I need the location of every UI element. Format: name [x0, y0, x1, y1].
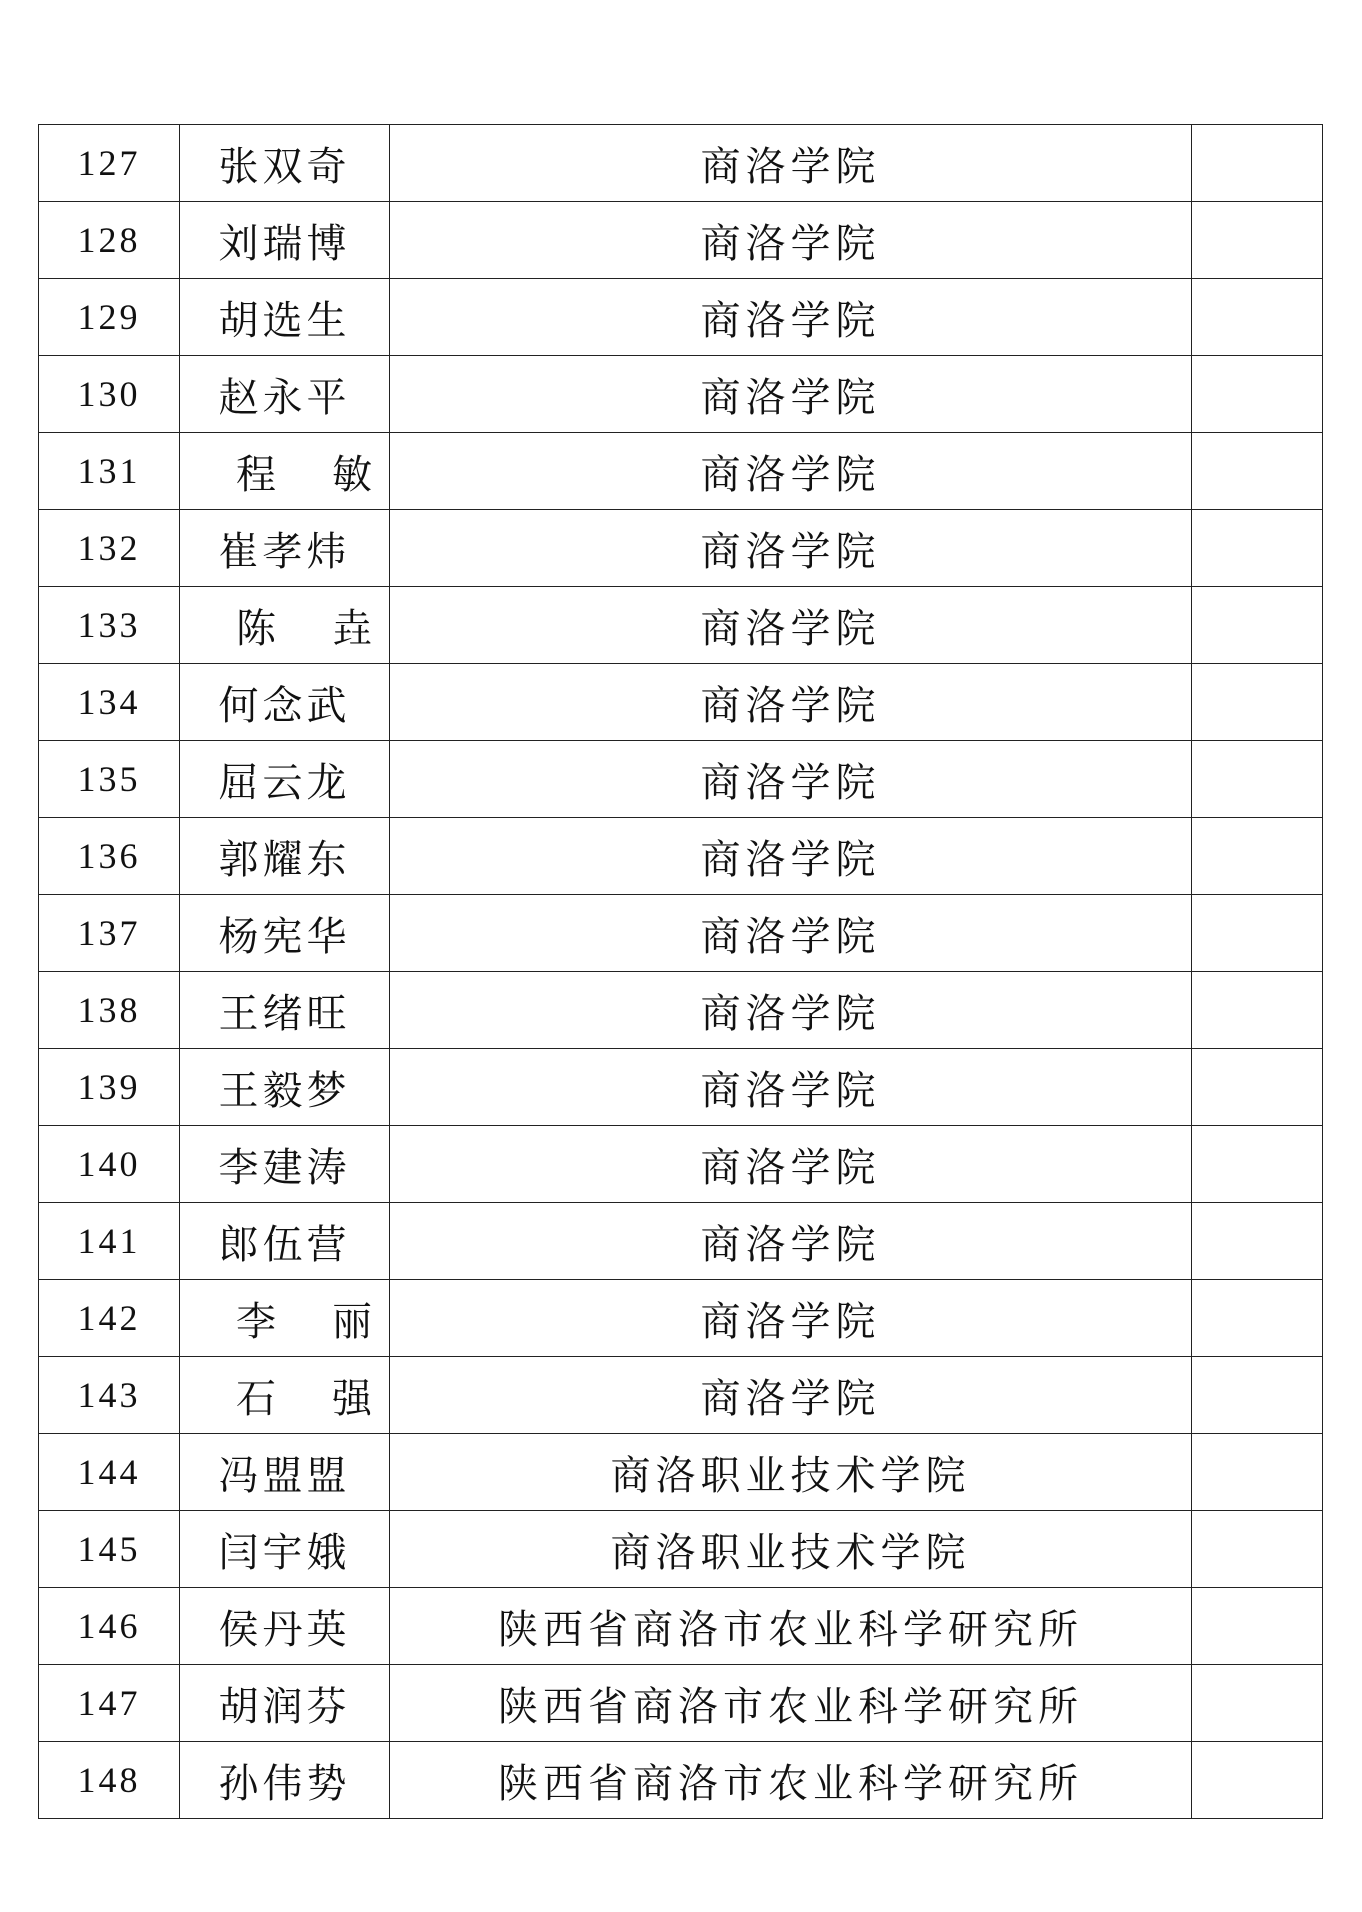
person-name-cell: 李建涛 [180, 1126, 390, 1203]
row-number-cell: 140 [39, 1126, 180, 1203]
remarks-cell [1192, 1126, 1323, 1203]
row-number-cell: 135 [39, 741, 180, 818]
organization-cell: 商洛学院 [390, 279, 1192, 356]
table-row [39, 279, 1323, 356]
remarks-cell [1192, 972, 1323, 1049]
person-name-cell: 刘瑞博 [180, 202, 390, 279]
row-number-cell: 143 [39, 1357, 180, 1434]
table-row [39, 1511, 1323, 1588]
row-number-cell: 145 [39, 1511, 180, 1588]
organization-cell: 商洛学院 [390, 125, 1192, 202]
remarks-cell [1192, 895, 1323, 972]
person-name-cell: 张双奇 [180, 125, 390, 202]
remarks-cell [1192, 818, 1323, 895]
person-name-cell: 王绪旺 [180, 972, 390, 1049]
person-name-cell: 程敏 [180, 433, 390, 510]
table-row [39, 741, 1323, 818]
row-number-cell: 139 [39, 1049, 180, 1126]
table-row [39, 895, 1323, 972]
table-row [39, 587, 1323, 664]
table-row [39, 433, 1323, 510]
remarks-cell [1192, 356, 1323, 433]
row-number-cell: 141 [39, 1203, 180, 1280]
organization-cell: 陕西省商洛市农业科学研究所 [390, 1742, 1192, 1819]
roster-table [38, 124, 1323, 1819]
organization-cell: 商洛学院 [390, 356, 1192, 433]
organization-cell: 商洛学院 [390, 664, 1192, 741]
row-number-cell: 136 [39, 818, 180, 895]
table-row [39, 202, 1323, 279]
remarks-cell [1192, 1357, 1323, 1434]
person-name-cell: 杨宪华 [180, 895, 390, 972]
table-row [39, 510, 1323, 587]
person-name-cell: 王毅梦 [180, 1049, 390, 1126]
person-name-cell: 郭耀东 [180, 818, 390, 895]
organization-cell: 商洛学院 [390, 510, 1192, 587]
row-number-cell: 127 [39, 125, 180, 202]
table-row [39, 1434, 1323, 1511]
remarks-cell [1192, 1049, 1323, 1126]
remarks-cell [1192, 1742, 1323, 1819]
person-name-cell: 石强 [180, 1357, 390, 1434]
person-name-cell: 胡选生 [180, 279, 390, 356]
person-name-cell: 何念武 [180, 664, 390, 741]
organization-cell: 商洛学院 [390, 433, 1192, 510]
organization-cell: 商洛学院 [390, 818, 1192, 895]
remarks-cell [1192, 1511, 1323, 1588]
remarks-cell [1192, 510, 1323, 587]
person-name-cell: 胡润芬 [180, 1665, 390, 1742]
organization-cell: 陕西省商洛市农业科学研究所 [390, 1588, 1192, 1665]
organization-cell: 商洛学院 [390, 741, 1192, 818]
remarks-cell [1192, 664, 1323, 741]
row-number-cell: 134 [39, 664, 180, 741]
row-number-cell: 132 [39, 510, 180, 587]
remarks-cell [1192, 741, 1323, 818]
organization-cell: 商洛学院 [390, 587, 1192, 664]
row-number-cell: 128 [39, 202, 180, 279]
table-row [39, 972, 1323, 1049]
row-number-cell: 129 [39, 279, 180, 356]
row-number-cell: 138 [39, 972, 180, 1049]
table-row [39, 818, 1323, 895]
remarks-cell [1192, 587, 1323, 664]
remarks-cell [1192, 1280, 1323, 1357]
organization-cell: 商洛职业技术学院 [390, 1511, 1192, 1588]
remarks-cell [1192, 1665, 1323, 1742]
row-number-cell: 147 [39, 1665, 180, 1742]
person-name-cell: 赵永平 [180, 356, 390, 433]
row-number-cell: 137 [39, 895, 180, 972]
row-number-cell: 133 [39, 587, 180, 664]
table-row [39, 1280, 1323, 1357]
person-name-cell: 郎伍营 [180, 1203, 390, 1280]
table-row [39, 1665, 1323, 1742]
row-number-cell: 146 [39, 1588, 180, 1665]
person-name-cell: 崔孝炜 [180, 510, 390, 587]
row-number-cell: 148 [39, 1742, 180, 1819]
row-number-cell: 144 [39, 1434, 180, 1511]
remarks-cell [1192, 279, 1323, 356]
table-row [39, 356, 1323, 433]
row-number-cell: 131 [39, 433, 180, 510]
organization-cell: 商洛学院 [390, 972, 1192, 1049]
organization-cell: 商洛学院 [390, 1357, 1192, 1434]
person-name-cell: 闫宇娥 [180, 1511, 390, 1588]
organization-cell: 商洛学院 [390, 1049, 1192, 1126]
organization-cell: 商洛学院 [390, 1280, 1192, 1357]
person-name-cell: 李丽 [180, 1280, 390, 1357]
row-number-cell: 142 [39, 1280, 180, 1357]
remarks-cell [1192, 125, 1323, 202]
table-row [39, 1588, 1323, 1665]
remarks-cell [1192, 1588, 1323, 1665]
person-name-cell: 侯丹英 [180, 1588, 390, 1665]
row-number-cell: 130 [39, 356, 180, 433]
table-row [39, 1049, 1323, 1126]
person-name-cell: 屈云龙 [180, 741, 390, 818]
roster-table-body [39, 125, 1323, 1819]
table-row [39, 1203, 1323, 1280]
remarks-cell [1192, 202, 1323, 279]
organization-cell: 商洛学院 [390, 1203, 1192, 1280]
remarks-cell [1192, 1434, 1323, 1511]
table-row [39, 1357, 1323, 1434]
remarks-cell [1192, 433, 1323, 510]
organization-cell: 陕西省商洛市农业科学研究所 [390, 1665, 1192, 1742]
table-row [39, 1126, 1323, 1203]
organization-cell: 商洛学院 [390, 202, 1192, 279]
person-name-cell: 孙伟势 [180, 1742, 390, 1819]
table-row [39, 1742, 1323, 1819]
organization-cell: 商洛职业技术学院 [390, 1434, 1192, 1511]
person-name-cell: 陈垚 [180, 587, 390, 664]
table-row [39, 664, 1323, 741]
table-row [39, 125, 1323, 202]
remarks-cell [1192, 1203, 1323, 1280]
person-name-cell: 冯盟盟 [180, 1434, 390, 1511]
organization-cell: 商洛学院 [390, 895, 1192, 972]
organization-cell: 商洛学院 [390, 1126, 1192, 1203]
